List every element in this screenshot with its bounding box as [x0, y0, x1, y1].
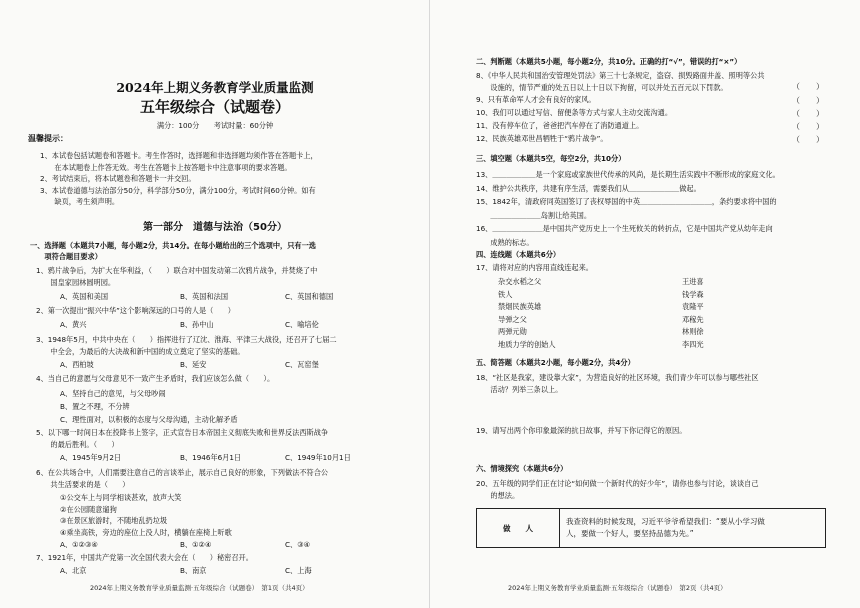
list-item: ④乘坐高铁，旁边的座位上没人时，横躺在座椅上听歌 — [60, 527, 232, 537]
match-left-item: 导弹之父 — [498, 314, 527, 324]
question-text: 共生活要求的是（ ） — [36, 479, 130, 489]
match-right-item: 王进喜 — [682, 277, 704, 286]
option: C、上海 — [285, 566, 312, 575]
section2-heading: 二、判断题（本题共5小题，每小题2分，共10分。正确的打“√”，错误的打“×”） — [476, 57, 742, 66]
match-left-item: 两弹元勋 — [498, 327, 527, 336]
match-right-item: 钱学森 — [682, 289, 704, 299]
section4-heading: 四、连线题（本题共6分） — [476, 250, 561, 259]
option: B、南京 — [180, 566, 207, 575]
question-18 — [476, 372, 759, 396]
question-7: 7、1921年，中国共产党第一次全国代表大会在（ ）秘密召开。 — [36, 553, 253, 562]
match-left-item: 地质力学的创始人 — [498, 339, 556, 349]
fill-item: 15、1842年，清政府同英国签订了丧权辱国的中英＿＿＿＿＿＿＿＿＿＿，条约要求将中国的 — [476, 197, 777, 206]
answer-paren: （ ） — [792, 96, 824, 105]
question-text: 的想法。 — [476, 491, 520, 500]
notice-line: 在本试题卷上作答无效。考生在答题卡上按答题卡中注意事项的要求答题。 — [40, 162, 292, 172]
list-item: ③在景区旅游时，不随地乱扔垃圾 — [60, 516, 168, 525]
question-text: 20、五年级的同学们正在讨论“如何做一个新时代的好少年”，请你也参与讨论，谈谈自己 — [476, 479, 759, 488]
judge-item: 11、没有停车位了，爸爸把汽车停在了消防通道上。 — [476, 121, 644, 130]
option: B、①②④ — [180, 540, 212, 549]
question-5 — [36, 427, 328, 450]
question-6 — [36, 467, 328, 490]
notice-line: 2、考试结束后，将本试题卷和答题卡一并交回。 — [40, 174, 196, 183]
notice-title: 温馨提示： — [28, 134, 68, 143]
section1-heading — [30, 240, 316, 262]
match-left-item: 杂交水稻之父 — [498, 277, 542, 286]
option: C、英国和德国 — [285, 292, 334, 301]
question-3 — [36, 334, 337, 357]
question-2: 2、第一次提出“振兴中华”这个影响深远的口号的人是（ ） — [36, 306, 235, 315]
section5-heading: 五、简答题（本题共2小题，每小题2分，共4分） — [476, 358, 635, 367]
section6-heading: 六、情境探究（本题共6分） — [476, 464, 568, 473]
match-right-item: 袁隆平 — [682, 302, 704, 311]
table-label: 做 人 — [477, 509, 560, 548]
option: C、理性面对，以积极的态度与父母沟通，主动化解矛盾 — [60, 415, 238, 424]
match-right-item: 李四光 — [682, 339, 704, 349]
heading-line: 一、选择题（本题共7小题，每小题2分，共14分。在每小题给出的三个选项中，只有一选 — [30, 241, 316, 250]
page-footer: 2024年上期义务教育学业质量监测·五年级综合（试题卷） 第1页（共4页） — [90, 584, 309, 592]
table-text: 我查资料的时候发现，习近平爷爷希望我们：“要从小学习做 — [566, 517, 765, 526]
question-17: 17、请将对应的内容用直线连起来。 — [476, 263, 593, 272]
part1-title: 第一部分 道德与法治（50分） — [143, 222, 287, 233]
question-text: 的最后胜利。（ ） — [36, 439, 119, 449]
answer-paren: （ ） — [792, 122, 824, 131]
judge-item: 9、只有革命军人才会有良好的家风。 — [476, 95, 596, 104]
match-left-item: 禁烟民族英雄 — [498, 302, 542, 311]
question-text: 1、鸦片战争后，为扩大在华利益，（ ）联合对中国发动第二次鸦片战争，并焚烧了中 — [36, 266, 318, 275]
notice-line: 缺页，考生须声明。 — [40, 197, 120, 206]
option: A、北京 — [60, 566, 87, 575]
option: A、坚持自己的意见，与父母吵闹 — [60, 389, 166, 398]
judge-item: 8、《中华人民共和国治安管理处罚法》第三十七条规定，盗窃、损毁路面井盖、照明等公共 — [476, 71, 765, 80]
scenario-table — [476, 508, 826, 548]
page-right — [430, 0, 860, 608]
fill-item: 16、＿＿＿＿＿＿＿是中国共产党历史上一个生死攸关的转折点，它是中国共产党从幼年走向 — [476, 224, 773, 233]
exam-title: 2024年上期义务教育学业质量监测 — [116, 80, 314, 95]
exam-subtitle: 五年级综合（试题卷） — [139, 98, 290, 116]
question-text: 5、以下哪一时间日本在投降书上签字，正式宣告日本帝国主义彻底失败和世界反法西斯战争 — [36, 428, 329, 437]
notice-line: 1、本试卷包括试题卷和答题卡。考生作答时，选择题和非选择题均须作答在答题卡上， — [40, 151, 318, 160]
option: B、置之不理，不分辨 — [60, 402, 130, 411]
heading-line: 项符合题目要求） — [30, 252, 102, 261]
question-text: 国皇家园林圆明园。 — [36, 277, 116, 287]
option: C、1949年10月1日 — [285, 453, 351, 462]
notice-line: 3、本试卷道德与法治部分50分，科学部分50分，满分100分，考试时间60分钟。如有 — [40, 185, 316, 195]
table-content — [560, 509, 826, 548]
notice-list — [40, 150, 318, 208]
judge-item: 10、我们可以通过写信、留便条等方式与家人主动交流沟通。 — [476, 108, 673, 117]
match-right-item: 邓稼先 — [682, 314, 704, 324]
question-4-choices — [60, 387, 238, 426]
option: B、孙中山 — [180, 320, 214, 329]
match-right-column — [682, 276, 704, 351]
option: C、喻培伦 — [285, 320, 319, 329]
answer-paren: （ ） — [792, 135, 824, 144]
option: A、1945年9月2日 — [60, 453, 122, 462]
fill-list — [476, 168, 780, 249]
section3-heading: 三、填空题（本题共5空，每空2分，共10分） — [476, 154, 626, 163]
judge-item: 设施的，情节严重的处五日以上十日以下拘留，可以并处五百元以下罚款。 — [476, 82, 728, 92]
option: A、黄兴 — [60, 320, 87, 329]
question-6-items — [60, 492, 232, 538]
option: C、瓦窑堡 — [285, 360, 319, 369]
question-text: 3、1948年5月，中共中央在（ ）指挥进行了辽沈、淮海、平津三大战役，还召开了七届二 — [36, 335, 337, 344]
judge-item: 12、民族英雄邓世昌牺牲于“鸦片战争”。 — [476, 134, 608, 143]
fill-item: 成熟的标志。 — [476, 237, 534, 247]
match-right-item: 林则徐 — [682, 327, 704, 336]
exam-meta: 满分：100分 考试时量：60分钟 — [156, 121, 274, 130]
question-1 — [36, 265, 317, 288]
option: B、延安 — [180, 360, 207, 369]
fill-item: 13、＿＿＿＿＿＿是一个家庭或家族世代传承的风尚，是长期生活实践中不断形成的家庭文化。 — [476, 170, 780, 179]
option: A、①②③④ — [60, 540, 98, 549]
question-text: 中全会，为最后的大决战和新中国的成立奠定了坚实的基础。 — [36, 346, 245, 356]
option: C、③④ — [285, 540, 311, 549]
option: B、1946年6月1日 — [180, 453, 242, 462]
answer-paren: （ ） — [792, 82, 824, 91]
list-item: ②在公园随意遛狗 — [60, 504, 117, 514]
page-footer: 2024年上期义务教育学业质量监测·五年级综合（试题卷） 第2页（共4页） — [508, 584, 727, 592]
option: B、英国和法国 — [180, 292, 229, 301]
match-left-item: 铁人 — [498, 289, 513, 299]
option: A、英国和美国 — [60, 292, 109, 301]
question-text: 6、在公共场合中，人们需要注意自己的言谈举止，展示自己良好的形象，下列做法不符合公 — [36, 468, 329, 477]
list-item: ①公交车上与同学相谈甚欢，放声大笑 — [60, 493, 182, 502]
question-text: 18、“社区是我家，建设靠大家”，为营造良好的社区环境，我们青少年可以参与哪些社区 — [476, 373, 759, 382]
judge-list — [476, 70, 764, 145]
question-text: 活动？列举三条以上。 — [476, 385, 563, 394]
question-4: 4、当自己的意愿与父母意见不一致产生矛盾时，我们应该怎么做（ ）。 — [36, 374, 275, 383]
fill-item: ＿＿＿＿＿＿＿岛割让给英国。 — [476, 210, 592, 220]
fill-item: 14、维护公共秩序，共建有序生活，需要我们从＿＿＿＿＿＿＿做起。 — [476, 183, 701, 193]
match-left-column — [498, 276, 556, 351]
question-19: 19、请写出两个你印象最深的抗日故事，并写下你记得它的原因。 — [476, 426, 687, 435]
option: A、西柏坡 — [60, 360, 94, 369]
question-20 — [476, 478, 759, 502]
answer-paren: （ ） — [792, 109, 824, 118]
table-text: 人，要做一个好人，要坚持品德为先。” — [566, 529, 694, 538]
